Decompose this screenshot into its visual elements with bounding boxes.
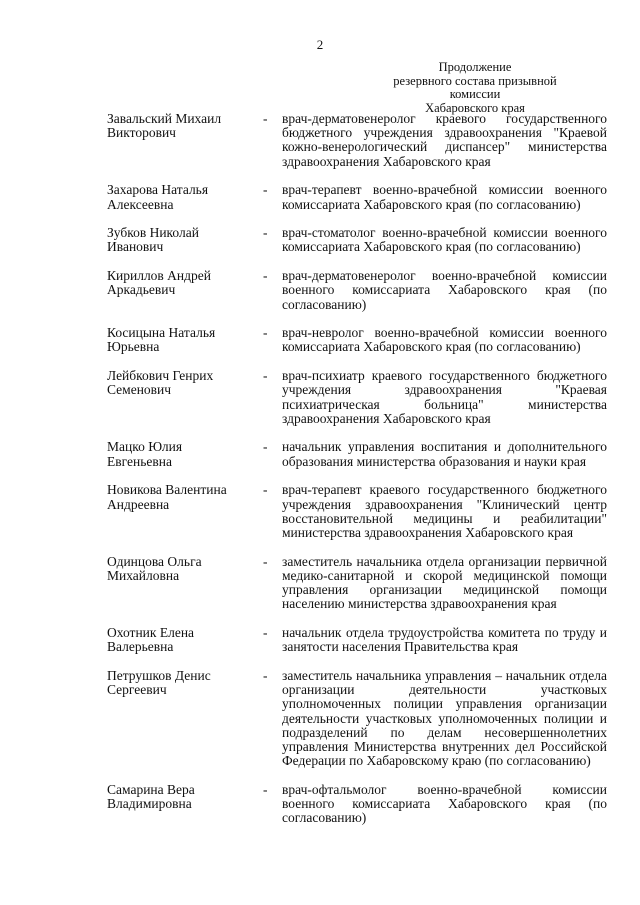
member-position: врач-психиатр краевого государственного бюджетного учреждения здравоохранения "Краевая психиатрическая больница" министерства здравоохранения Хабаровского края xyxy=(282,368,607,426)
member-position: врач-дерматовенеролог краевого государственного бюджетного учреждения здравоохранения "Краевой кожно-венерологический диспансер" министерства здравоохранения Хабаровского края xyxy=(282,111,607,169)
member-dash: - xyxy=(263,553,268,569)
member-dash: - xyxy=(263,482,268,498)
member-row xyxy=(107,669,607,768)
member-position: врач-офтальмолог военно-врачебной комиссии военного комиссариата Хабаровского края (по согласованию) xyxy=(282,781,607,826)
member-name xyxy=(107,483,257,511)
member-surname-name: Петрушков Денис xyxy=(107,667,211,683)
member-surname-name: Одинцова Ольга xyxy=(107,553,202,569)
member-name xyxy=(107,369,257,397)
member-patronymic: Аркадьевич xyxy=(107,282,176,298)
member-dash: - xyxy=(263,439,268,455)
member-patronymic: Михайловна xyxy=(107,567,180,583)
member-position: начальник отдела трудоустройства комитета по труду и занятости населения Правительства края xyxy=(282,624,607,655)
member-position: врач-стоматолог военно-врачебной комиссии военного комиссариата Хабаровского края (по согласованию) xyxy=(282,225,607,255)
continuation-line-2: резервного состава призывной комиссии xyxy=(393,73,557,101)
member-patronymic: Владимировна xyxy=(107,796,192,812)
member-row xyxy=(107,183,607,211)
member-patronymic: Валерьевна xyxy=(107,639,174,655)
member-position: врач-терапевт военно-врачебной комиссии военного комиссариата Хабаровского края (по согласованию) xyxy=(282,182,607,212)
member-dash: - xyxy=(263,325,268,341)
member-row xyxy=(107,269,607,312)
member-row xyxy=(107,326,607,354)
member-patronymic: Викторович xyxy=(107,125,176,141)
member-name xyxy=(107,626,257,654)
member-surname-name: Захарова Наталья xyxy=(107,182,209,198)
member-name xyxy=(107,669,257,697)
member-name xyxy=(107,226,257,254)
member-dash: - xyxy=(263,624,268,640)
member-name xyxy=(107,326,257,354)
member-surname-name: Мацко Юлия xyxy=(107,439,183,455)
member-dash: - xyxy=(263,368,268,384)
member-patronymic: Семенович xyxy=(107,382,172,398)
member-dash: - xyxy=(263,781,268,797)
member-name xyxy=(107,783,257,811)
member-row xyxy=(107,626,607,654)
continuation-header xyxy=(370,61,580,115)
member-dash: - xyxy=(263,268,268,284)
member-surname-name: Косицына Наталья xyxy=(107,325,216,341)
member-dash: - xyxy=(263,225,268,241)
member-position: врач-невролог военно-врачебной комиссии военного комиссариата Хабаровского края (по согласованию) xyxy=(282,325,607,355)
member-patronymic: Евгеньевна xyxy=(107,453,172,469)
member-name xyxy=(107,183,257,211)
continuation-line-1: Продолжение xyxy=(438,60,512,74)
member-dash: - xyxy=(263,667,268,683)
member-patronymic: Андреевна xyxy=(107,496,170,512)
member-row xyxy=(107,369,607,426)
member-patronymic: Иванович xyxy=(107,239,164,255)
member-position: врач-дерматовенеролог военно-врачебной комиссии военного комиссариата Хабаровского края (по согласованию) xyxy=(282,268,607,312)
member-surname-name: Охотник Елена xyxy=(107,624,195,640)
member-patronymic: Алексеевна xyxy=(107,196,174,212)
member-row xyxy=(107,440,607,468)
member-patronymic: Сергеевич xyxy=(107,682,167,698)
member-position: заместитель начальника отдела организации первичной медико-санитарной и скорой медицинской помощи управления организации медицинской помощи населению министерства здравоохранения края xyxy=(282,553,607,612)
continuation-line-3: Хабаровского края xyxy=(425,100,525,115)
member-position: начальник управления воспитания и дополнительного образования министерства образования и науки края xyxy=(282,439,607,469)
member-name xyxy=(107,555,257,583)
members-list xyxy=(107,112,607,840)
member-dash: - xyxy=(263,111,268,126)
member-surname-name: Новикова Валентина xyxy=(107,482,227,498)
member-surname-name: Самарина Вера xyxy=(107,781,195,797)
member-position: врач-терапевт краевого государственного бюджетного учреждения здравоохранения "Клинический центр восстановительной медицины и реабилитации" министерства здравоохранения Хабаровского края xyxy=(282,482,607,540)
member-dash: - xyxy=(263,182,268,198)
member-row xyxy=(107,483,607,540)
member-patronymic: Юрьевна xyxy=(107,339,160,355)
member-surname-name: Лейбкович Генрих xyxy=(107,368,214,384)
member-surname-name: Завальский Михаил xyxy=(107,111,222,126)
member-surname-name: Кириллов Андрей xyxy=(107,268,211,284)
member-row xyxy=(107,226,607,254)
member-surname-name: Зубков Николай xyxy=(107,225,199,241)
member-row xyxy=(107,112,607,169)
member-name xyxy=(107,269,257,297)
member-row xyxy=(107,555,607,612)
member-position: заместитель начальника управления – начальник отдела организации деятельности участковых уполномоченных полиции управления организации деятельности участковых уполномоченных полиции и подразделений по делам несовершеннолетних управления Министерства внутренних дел Российской Федерации по Хабаровскому краю (по согласованию) xyxy=(282,667,607,769)
member-name xyxy=(107,440,257,468)
page-number: 2 xyxy=(316,37,324,52)
member-name xyxy=(107,112,257,140)
member-row xyxy=(107,783,607,826)
